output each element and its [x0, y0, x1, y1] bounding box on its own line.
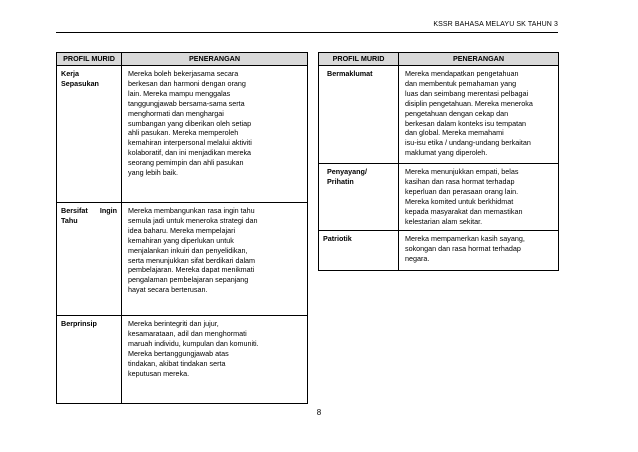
profil-description [399, 164, 559, 231]
description-line: yang lebih baik. [128, 168, 178, 178]
profil-name-line: Sepasukan [61, 78, 99, 88]
description-line: Mereka bertanggungjawab atas [128, 348, 229, 358]
profil-description [122, 203, 308, 316]
description-line: idea baharu. Mereka mempelajari [128, 225, 236, 235]
description-line: Mereka membangunkan rasa ingin tahu [128, 206, 255, 215]
description-line: berkesan dalam konteks isu tempatan [405, 118, 527, 128]
description-line: luas dan seimbang merentasi pelbagai [405, 88, 529, 98]
description-line: tindakan, akibat tindakan serta [128, 358, 226, 368]
column-header-profil: PROFIL MURID [57, 53, 122, 66]
profil-description [399, 231, 559, 271]
description-line: keputusan mereka. [128, 368, 190, 378]
table-row [319, 231, 559, 271]
description-line: hayat secara berterusan. [128, 285, 208, 295]
header-rule [56, 32, 558, 33]
table-row [57, 203, 308, 316]
profil-name-line: Patriotik [323, 234, 352, 243]
profil-table-right [318, 52, 559, 271]
profil-table-left [56, 52, 308, 404]
profil-name-line: Bermaklumat [327, 69, 373, 78]
profil-name-line: Prihatin [327, 176, 354, 186]
profil-name [319, 66, 399, 164]
profil-name [319, 164, 399, 231]
description-line: semula jadi untuk meneroka strategi dan [128, 215, 258, 225]
description-line: ahli pasukan. Mereka memperoleh [128, 128, 239, 138]
description-line: negara. [405, 253, 430, 263]
profil-name-word: Bersifat [61, 206, 88, 215]
table-row [57, 66, 308, 203]
description-line: serta menunjukkan sifat berdikari dalam [128, 255, 256, 265]
description-line: pembelajaran. Mereka dapat menikmati [128, 265, 255, 275]
profil-description [122, 316, 308, 404]
description-line: Mereka berintegriti dan jujur, [128, 319, 219, 328]
profil-name-line: Penyayang/ [327, 167, 367, 176]
profil-name [57, 316, 122, 404]
description-line: dan membentuk pemahaman yang [405, 78, 517, 88]
profil-description [399, 66, 559, 164]
description-line: kesamarataan, adil dan menghormati [128, 328, 247, 338]
description-line: isu-isu etika / undang-undang berkaitan [405, 138, 531, 148]
description-line: menghormati dan menghargai [128, 108, 224, 118]
description-line: pengetahuan dengan cekap dan [405, 108, 509, 118]
description-line: Mereka menunjukkan empati, belas [405, 167, 519, 176]
description-line: maklumat yang diperoleh. [405, 148, 488, 158]
profil-name-word: Ingin [99, 206, 117, 215]
description-line: seorang pemimpin dan ahli pasukan [128, 158, 244, 168]
profil-name-line: Kerja [61, 69, 79, 78]
profil-name [57, 203, 122, 316]
description-line: kasihan dan rasa hormat terhadap [405, 176, 515, 186]
page-number: 8 [316, 408, 322, 417]
description-line: disiplin pengetahuan. Mereka meneroka [405, 98, 533, 108]
description-line: kemahiran interpersonal melalui aktiviti [128, 138, 252, 148]
profil-name-line [61, 206, 117, 216]
description-line: maruah individu, kumpulan dan komuniti. [128, 338, 259, 348]
description-line: Mereka mendapatkan pengetahuan [405, 69, 519, 78]
description-line: Mereka komited untuk berkhidmat [405, 196, 514, 206]
description-line: kepada masyarakat dan memastikan [405, 206, 523, 216]
description-line: keperluan dan perasaan orang lain. [405, 186, 519, 196]
profil-name [57, 66, 122, 203]
description-line: Mereka mempamerkan kasih sayang, [405, 234, 525, 243]
description-line: kelestarian alam sekitar. [405, 216, 483, 226]
profil-name-line: Berprinsip [61, 319, 97, 328]
profil-name-line: Tahu [61, 215, 78, 225]
column-header-penerangan: PENERANGAN [399, 53, 559, 66]
table-row [319, 164, 559, 231]
description-line: Mereka boleh bekerjasama secara [128, 69, 239, 78]
column-header-penerangan: PENERANGAN [122, 53, 308, 66]
description-line: berkesan dan harmoni dengan orang [128, 78, 246, 88]
description-line: sumbangan yang diberikan oleh setiap [128, 118, 252, 128]
description-line: sokongan dan rasa hormat terhadap [405, 243, 521, 253]
description-line: pengalaman pembelajaran sepanjang [128, 275, 249, 285]
description-line: lain. Mereka mampu menggalas [128, 88, 231, 98]
description-line: tanggungjawab bersama-sama serta [128, 98, 245, 108]
column-header-profil: PROFIL MURID [319, 53, 399, 66]
profil-name [319, 231, 399, 271]
page-header: KSSR BAHASA MELAYU SK TAHUN 3 [433, 21, 558, 28]
description-line: dan global. Mereka memahami [405, 128, 504, 138]
description-line: menjalankan inkuiri dan penyelidikan, [128, 245, 248, 255]
profil-description [122, 66, 308, 203]
description-line: kemahiran yang diperlukan untuk [128, 235, 234, 245]
description-line: kolaboratif, dan ini menjadikan mereka [128, 148, 252, 158]
table-row [57, 316, 308, 404]
table-row [319, 66, 559, 164]
